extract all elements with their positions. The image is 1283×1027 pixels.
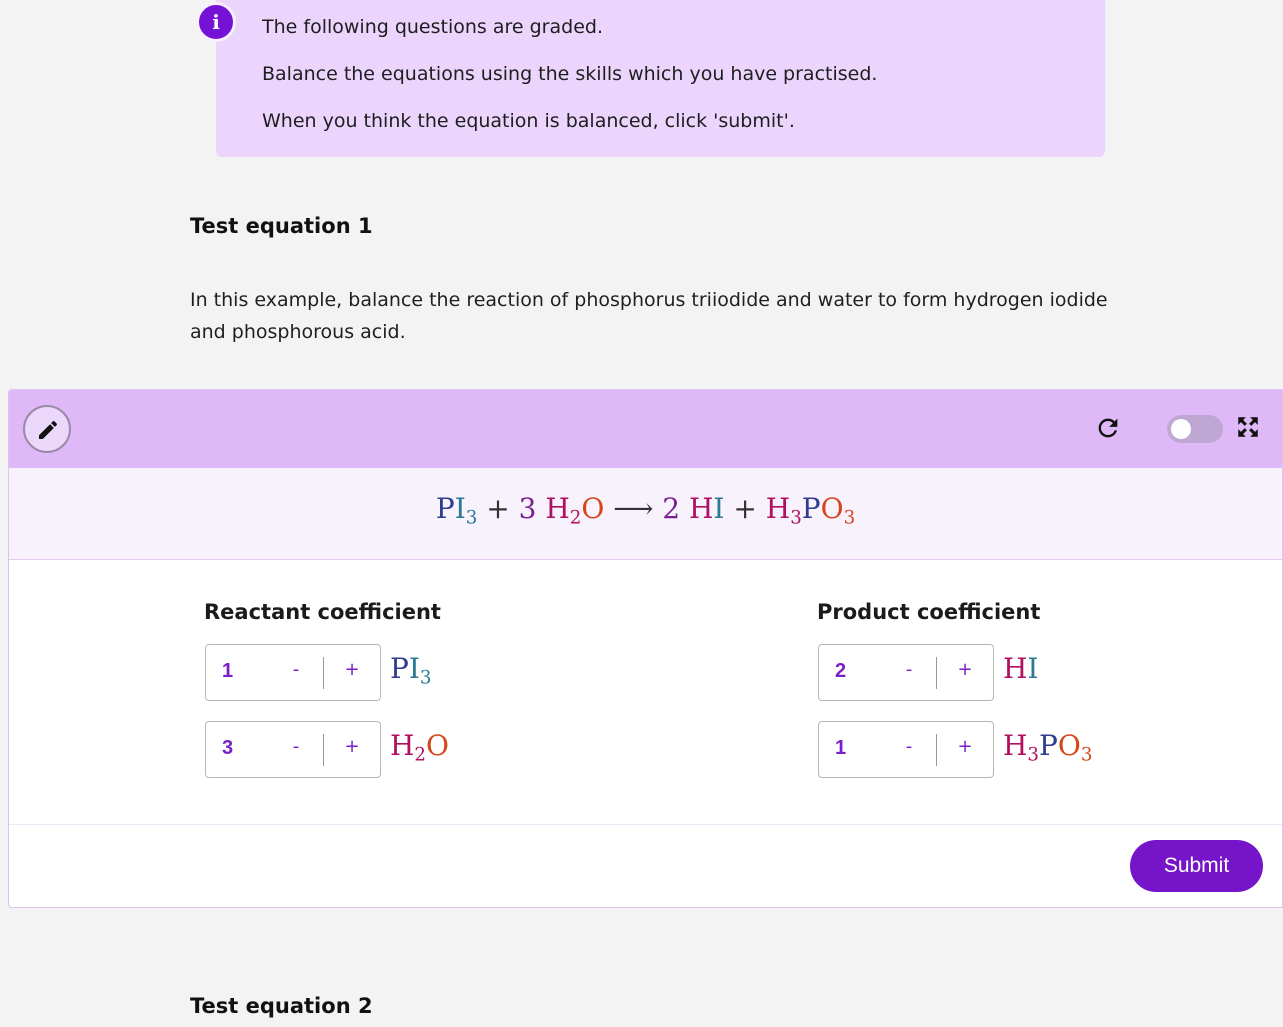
section-title-2: Test equation 2 bbox=[190, 994, 373, 1018]
submit-button[interactable]: Submit bbox=[1130, 840, 1263, 892]
stepper-value[interactable]: 2 bbox=[835, 660, 847, 682]
product-column-title: Product coefficient bbox=[817, 600, 1041, 624]
stepper-divider bbox=[936, 657, 937, 689]
widget-toolbar bbox=[9, 390, 1282, 468]
stepper-divider bbox=[936, 734, 937, 766]
increment-button[interactable]: + bbox=[344, 736, 360, 757]
callout-line-1: The following questions are graded. bbox=[262, 16, 603, 38]
info-icon: i bbox=[196, 2, 236, 42]
stepper-value[interactable]: 1 bbox=[222, 660, 234, 682]
equation-widget bbox=[8, 389, 1283, 908]
mode-toggle[interactable] bbox=[1167, 415, 1223, 443]
increment-button[interactable]: + bbox=[957, 736, 973, 757]
coefficient-stepper-h2o[interactable] bbox=[205, 721, 381, 778]
info-callout bbox=[216, 0, 1105, 157]
toggle-knob bbox=[1171, 419, 1191, 439]
coefficient-stepper-pi3[interactable] bbox=[205, 644, 381, 701]
callout-line-2: Balance the equations using the skills which you have practised. bbox=[262, 63, 878, 85]
callout-line-3: When you think the equation is balanced, click 'submit'. bbox=[262, 110, 795, 132]
section-title-1: Test equation 1 bbox=[190, 214, 373, 238]
stepper-divider bbox=[323, 657, 324, 689]
coefficient-stepper-hi[interactable] bbox=[818, 644, 994, 701]
decrement-button[interactable]: - bbox=[292, 736, 300, 757]
pencil-icon bbox=[36, 418, 60, 442]
edit-button[interactable] bbox=[23, 405, 71, 453]
increment-button[interactable]: + bbox=[344, 659, 360, 680]
decrement-button[interactable]: - bbox=[905, 736, 913, 757]
formula-pi3: $PI_3$ bbox=[390, 652, 432, 689]
expand-icon[interactable] bbox=[1235, 414, 1261, 440]
increment-button[interactable]: + bbox=[957, 659, 973, 680]
formula-h3po3: $H_3PO_3$ bbox=[1003, 729, 1093, 766]
reactant-column-title: Reactant coefficient bbox=[204, 600, 441, 624]
formula-hi: HI bbox=[1003, 652, 1039, 685]
section-description-1: In this example, balance the reaction of phosphorus triiodide and water to form hydrogen iodide and phosphorous acid. bbox=[190, 289, 1108, 343]
formula-h2o: $H_2O$ bbox=[390, 729, 449, 766]
stepper-divider bbox=[323, 734, 324, 766]
chemical-equation: $PI_3 + 3$ $H_2O$ ⟶ 2 HI + $H_3PO_3$ bbox=[435, 492, 856, 529]
widget-footer-divider bbox=[9, 824, 1282, 825]
stepper-value[interactable]: 1 bbox=[835, 737, 847, 759]
coefficient-stepper-h3po3[interactable] bbox=[818, 721, 994, 778]
refresh-icon[interactable] bbox=[1094, 414, 1122, 442]
decrement-button[interactable]: - bbox=[292, 659, 300, 680]
decrement-button[interactable]: - bbox=[905, 659, 913, 680]
equation-display bbox=[9, 468, 1282, 560]
stepper-value[interactable]: 3 bbox=[222, 737, 234, 759]
